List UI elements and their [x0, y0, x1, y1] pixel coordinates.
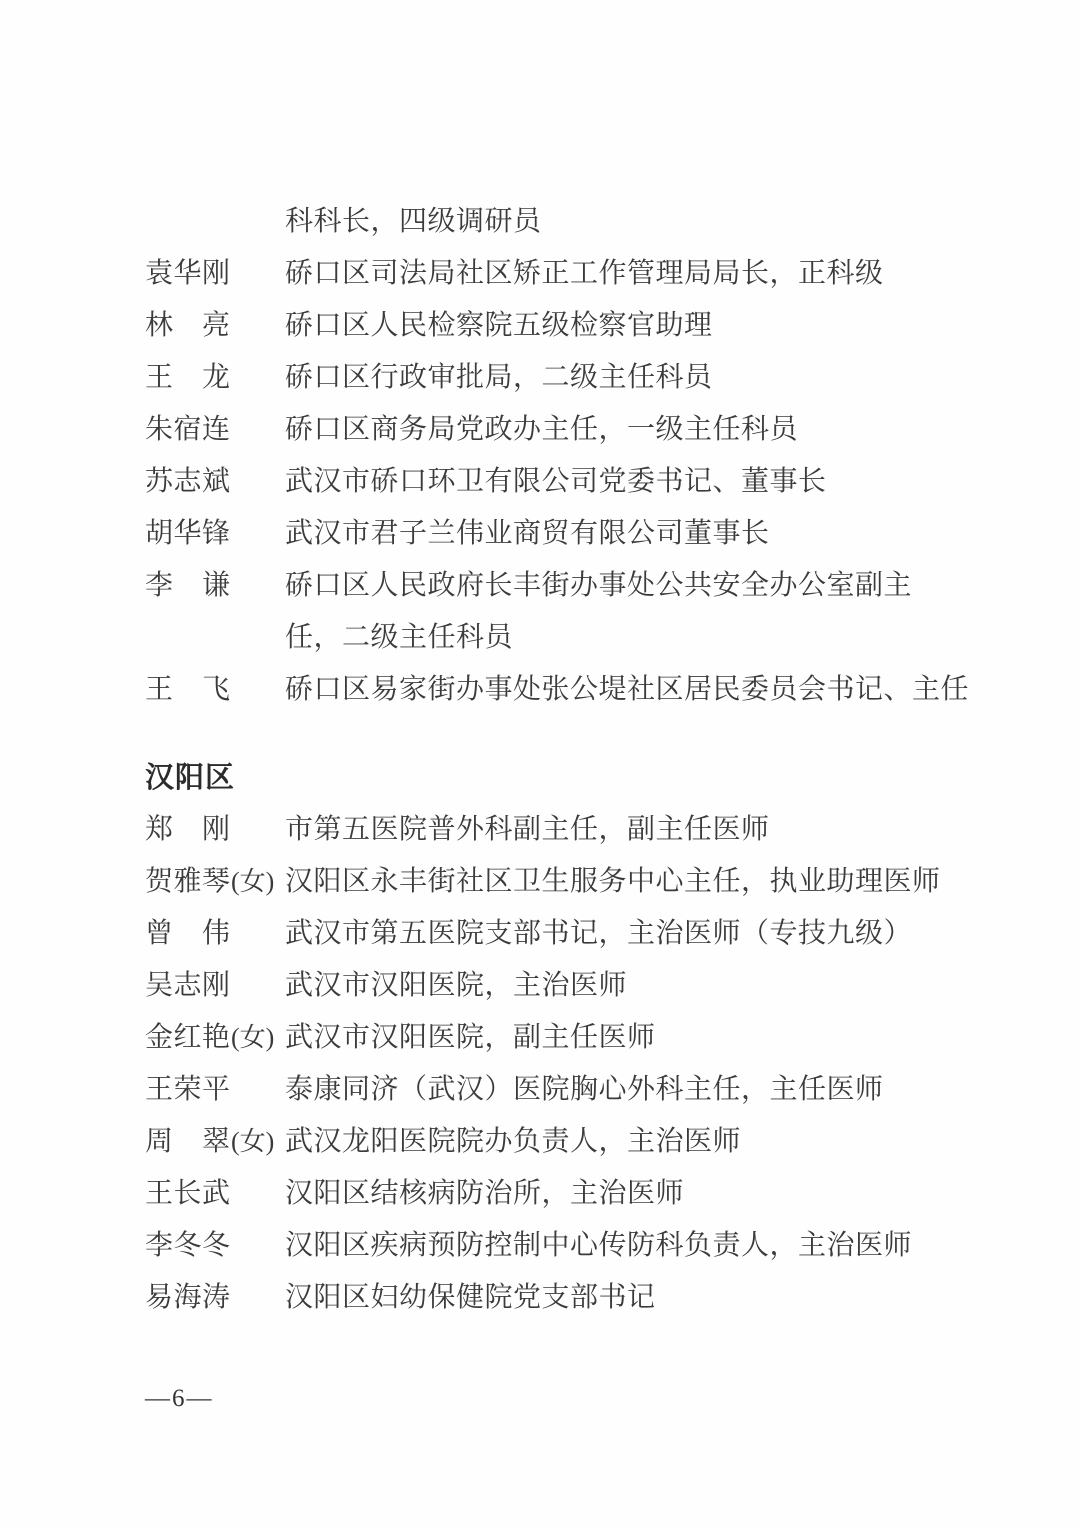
person-name: 金红艳: [145, 1022, 231, 1053]
gender-note: (女): [231, 1023, 275, 1052]
person-title: 硚口区人民政府长丰街办事处公共安全办公室副主: [285, 570, 913, 601]
person-name: 王 飞: [145, 674, 231, 705]
list-item: [145, 1272, 990, 1324]
person-name: 朱宿连: [145, 414, 231, 445]
person-title: 武汉市第五医院支部书记，主治医师（专技九级）: [285, 918, 913, 949]
list-item: [145, 1220, 990, 1272]
person-title: 汉阳区结核病防治所，主治医师: [285, 1178, 685, 1209]
person-name: 袁华刚: [145, 258, 231, 289]
list-item: [145, 960, 990, 1012]
gender-note: (女): [231, 867, 275, 896]
person-title: 硚口区行政审批局，二级主任科员: [285, 362, 713, 393]
person-name: 王长武: [145, 1178, 231, 1209]
person-name: 王荣平: [145, 1074, 231, 1105]
list-item: [145, 248, 990, 300]
person-name: 王 龙: [145, 362, 231, 393]
list-item: [145, 560, 990, 612]
person-title: 硚口区司法局社区矫正工作管理局局长，正科级: [285, 258, 884, 289]
list-item: [145, 804, 990, 856]
person-name: 苏志斌: [145, 466, 231, 497]
person-title: 科科长，四级调研员: [285, 206, 542, 237]
person-name: 周 翠: [145, 1126, 231, 1157]
person-name: 吴志刚: [145, 970, 231, 1001]
continuation-line: [145, 196, 990, 248]
list-item: [145, 1116, 990, 1168]
person-name: 胡华锋: [145, 518, 231, 549]
list-item: [145, 1012, 990, 1064]
person-title: 任，二级主任科员: [285, 622, 514, 653]
gender-note: (女): [231, 1127, 275, 1156]
list-item: [145, 404, 990, 456]
person-title: 武汉市君子兰伟业商贸有限公司董事长: [285, 518, 770, 549]
person-title: 汉阳区永丰街社区卫生服务中心主任，执业助理医师: [285, 866, 941, 897]
list-item-continuation: [145, 612, 990, 664]
person-title: 武汉市硚口环卫有限公司党委书记、董事长: [285, 466, 827, 497]
person-title: 泰康同济（武汉）医院胸心外科主任，主任医师: [285, 1074, 884, 1105]
person-title: 汉阳区疾病预防控制中心传防科负责人，主治医师: [285, 1230, 913, 1261]
section-header: 汉阳区: [145, 762, 236, 794]
person-title: 市第五医院普外科副主任，副主任医师: [285, 814, 770, 845]
list-item: [145, 856, 990, 908]
person-title: 硚口区商务局党政办主任，一级主任科员: [285, 414, 799, 445]
person-title: 硚口区人民检察院五级检察官助理: [285, 310, 713, 341]
person-name: 林 亮: [145, 310, 231, 341]
list-item: [145, 508, 990, 560]
person-title: 硚口区易家街办事处张公堤社区居民委员会书记、主任: [285, 674, 970, 705]
list-item: [145, 1168, 990, 1220]
list-item: [145, 352, 990, 404]
person-title: 武汉市汉阳医院，副主任医师: [285, 1022, 656, 1053]
list-item: [145, 456, 990, 508]
person-title: 武汉市汉阳医院，主治医师: [285, 970, 628, 1001]
page-number: —6—: [145, 1385, 214, 1412]
person-title: 武汉龙阳医院院办负责人，主治医师: [285, 1126, 742, 1157]
person-name: 李冬冬: [145, 1230, 231, 1261]
person-name: 易海涛: [145, 1282, 231, 1313]
person-name: 郑 刚: [145, 814, 231, 845]
list-item: [145, 300, 990, 352]
person-name: 贺雅琴: [145, 866, 231, 897]
list-item: [145, 1064, 990, 1116]
list-item: [145, 908, 990, 960]
person-name: 曾 伟: [145, 918, 231, 949]
person-title: 汉阳区妇幼保健院党支部书记: [285, 1282, 656, 1313]
person-name: 李 谦: [145, 570, 231, 601]
list-item: [145, 664, 990, 716]
